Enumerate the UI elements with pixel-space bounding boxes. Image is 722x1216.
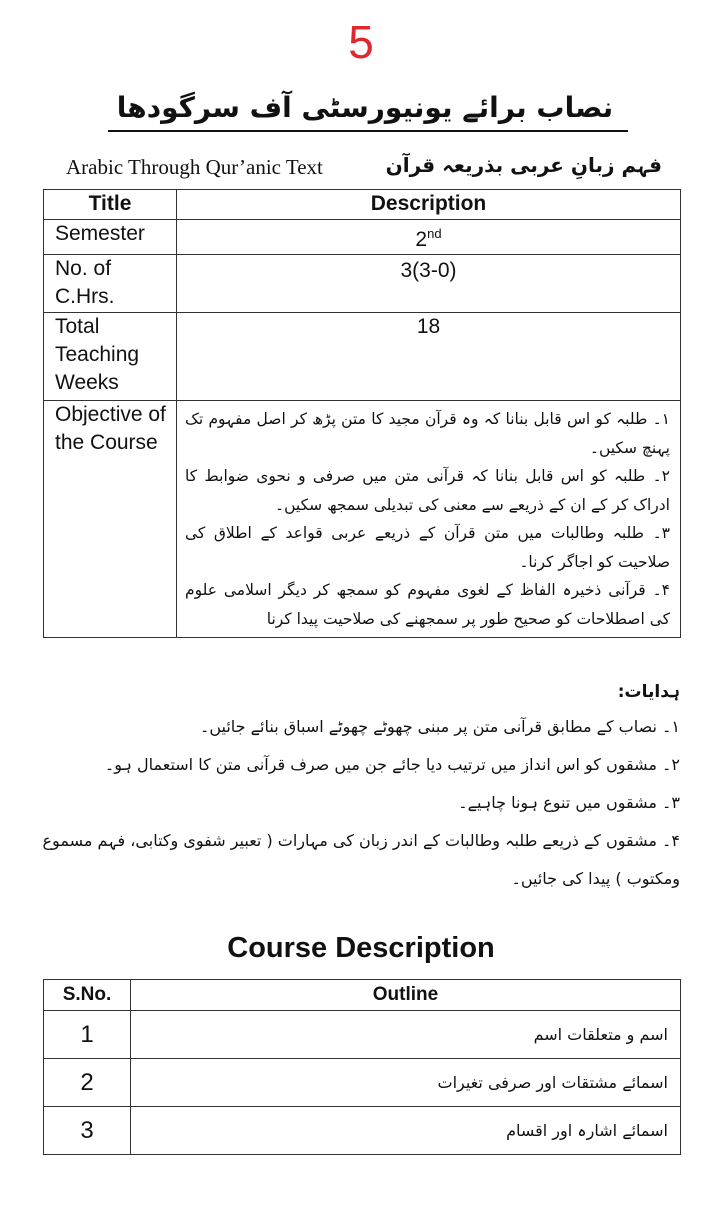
row-number: 3 bbox=[44, 1107, 131, 1155]
semester-label: Semester bbox=[44, 220, 177, 255]
objective-item: ۴۔ قرآنی ذخیرہ الفاظ کے لغوی مفہوم کو سمجھ کر دیگر اسلامی علوم کی اصطلاحات کو صحیح طور پر سمجھنے کی صلاحیت پیدا کرنا bbox=[185, 581, 670, 628]
teaching-weeks-row bbox=[44, 313, 681, 401]
semester-value bbox=[177, 220, 681, 255]
info-table-header-row bbox=[44, 190, 681, 220]
row-number: 2 bbox=[44, 1059, 131, 1107]
course-description-heading: Course Description bbox=[227, 932, 495, 964]
guidance-item: ۲۔ مشقوں کو اس انداز میں ترتیب دیا جائے جن میں صرف قرآنی متن کا استعمال ہو۔ bbox=[104, 755, 680, 774]
objectives-list bbox=[177, 401, 681, 638]
page-number: 5 bbox=[348, 16, 374, 68]
course-outline-table bbox=[43, 979, 681, 1155]
guidance-item: ۴۔ مشقوں کے ذریعے طلبہ وطالبات کے اندر زبان کی مہارات ( تعبیر شفوی وکتابی، فہم مسموع ومکتوب ) پیدا کی جائیں۔ bbox=[42, 831, 680, 888]
urdu-title: نصاب برائے یونیورسٹی آف سرگودھا bbox=[116, 91, 614, 124]
guidance-heading: ہدایات: bbox=[617, 682, 680, 702]
objective-item: ۱۔ طلبہ کو اس قابل بنانا کہ وہ قرآن مجید کا متن پڑھ کر اصل مفہوم تک پہنچ سکیں۔ bbox=[185, 410, 670, 457]
objective-item: ۲۔ طلبہ کو اس قابل بنانا کہ قرآنی متن میں صرفی و نحوی ضوابط کا ادراک کر کے ان کے ذریعے سے معنی کی تبدیلی سمجھ سکیں۔ bbox=[185, 467, 670, 514]
guidance-item: ۳۔ مشقوں میں تنوع ہونا چاہیے۔ bbox=[458, 793, 680, 812]
teaching-weeks-label: Total Teaching Weeks bbox=[44, 313, 177, 401]
outline-header-row bbox=[44, 980, 681, 1011]
row-outline: اسمائے مشتقات اور صرفی تغیرات bbox=[131, 1059, 681, 1107]
credit-hours-value: 3(3-0) bbox=[177, 255, 681, 313]
table-row bbox=[44, 1107, 681, 1155]
table-row bbox=[44, 1011, 681, 1059]
course-title-urdu: فہم زبانِ عربی بذریعہ قرآن bbox=[385, 153, 662, 177]
semester-suffix: nd bbox=[427, 226, 442, 241]
course-title-english: Arabic Through Qur’anic Text bbox=[66, 155, 323, 179]
col-title-header: Title bbox=[44, 190, 177, 220]
credit-hours-label: No. of C.Hrs. bbox=[44, 255, 177, 313]
objective-item: ۳۔ طلبہ وطالبات میں متن قرآن کے ذریعے عربی قواعد کے اطلاق کی صلاحیت کو اجاگر کرنا۔ bbox=[185, 524, 670, 571]
outline-header: Outline bbox=[131, 980, 681, 1011]
row-number: 1 bbox=[44, 1011, 131, 1059]
sno-header: S.No. bbox=[44, 980, 131, 1011]
row-outline: اسم و متعلقات اسم bbox=[131, 1011, 681, 1059]
col-description-header: Description bbox=[177, 190, 681, 220]
course-info-table bbox=[43, 189, 681, 638]
table-row bbox=[44, 1059, 681, 1107]
objectives-row bbox=[44, 401, 681, 638]
teaching-weeks-value: 18 bbox=[177, 313, 681, 401]
semester-number: 2 bbox=[415, 228, 428, 251]
objective-label: Objective of the Course bbox=[44, 401, 177, 638]
row-outline: اسمائے اشارہ اور اقسام bbox=[131, 1107, 681, 1155]
semester-row bbox=[44, 220, 681, 255]
title-underline bbox=[108, 130, 628, 132]
credit-hours-row bbox=[44, 255, 681, 313]
guidance-section bbox=[42, 676, 680, 898]
guidance-item: ۱۔ نصاب کے مطابق قرآنی متن پر مبنی چھوٹے چھوٹے اسباق بنائے جائیں۔ bbox=[199, 717, 680, 736]
